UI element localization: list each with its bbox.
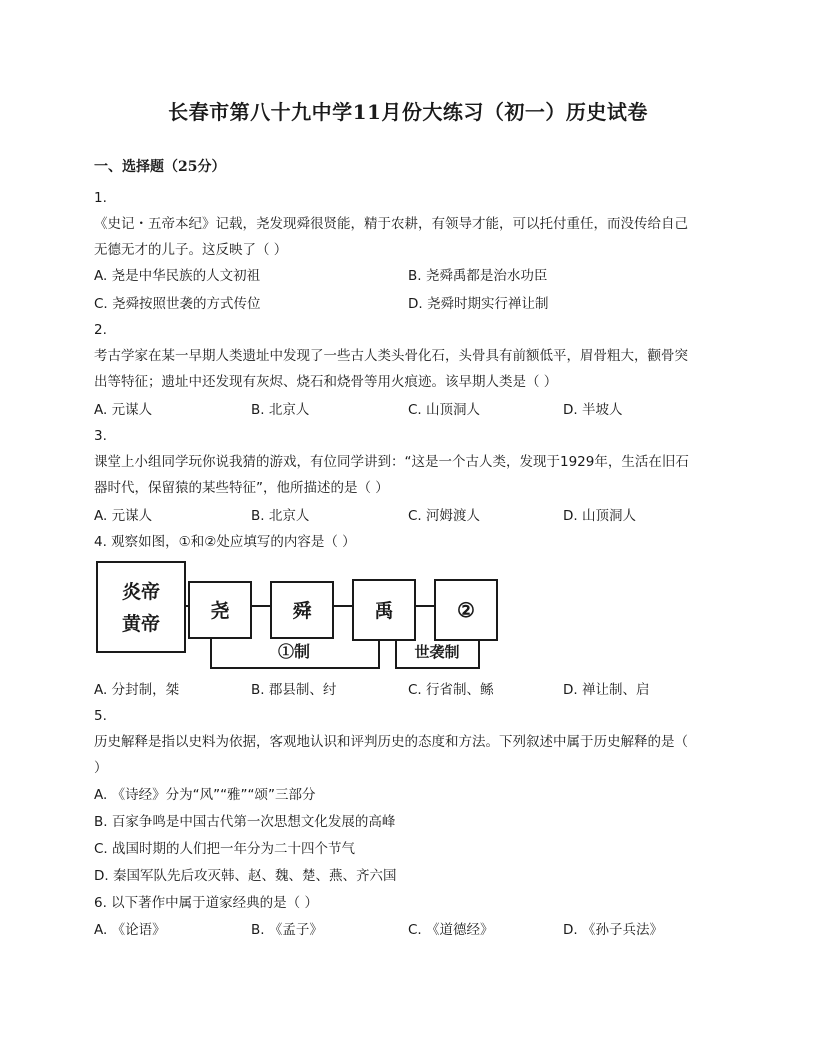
question-3-option-a: A. 元谋人: [94, 508, 153, 524]
question-4-option-b: B. 郡县制、纣: [251, 682, 337, 698]
diagram-box-yan-huang: [97, 562, 185, 652]
page-title: 长春市第八十九中学11月份大练习（初一）历史试卷: [168, 100, 648, 124]
question-1-option-d: D. 尧舜时期实行禅让制: [408, 296, 549, 312]
question-2-option-c: C. 山顶洞人: [408, 402, 481, 418]
question-1-option-b: B. 尧舜禹都是治水功臣: [408, 268, 548, 284]
section-heading: 一、选择题（25分）: [94, 159, 226, 175]
question-6-option-b: B. 《孟子》: [251, 922, 323, 938]
question-2-number: 2.: [94, 322, 107, 338]
diagram-box2-text: 尧: [210, 600, 230, 622]
diagram-bracket2-label: 世袭制: [414, 643, 460, 661]
question-5-option-c: C. 战国时期的人们把一年分为二十四个节气: [94, 841, 356, 857]
question-5-option-d: D. 秦国军队先后攻灭韩、赵、魏、楚、燕、齐六国: [94, 868, 397, 884]
question-2-option-d: D. 半坡人: [563, 402, 623, 418]
diagram-box1-line2: 黄帝: [121, 613, 161, 635]
diagram-bracket1-label: ①制: [277, 642, 311, 661]
question-6-option-c: C. 《道德经》: [408, 922, 494, 938]
question-6-option-a: A. 《论语》: [94, 922, 166, 938]
question-5-option-b: B. 百家争鸣是中国古代第一次思想文化发展的高峰: [94, 814, 396, 830]
diagram-box5-text: ②: [457, 598, 475, 622]
question-2-stem-line2: 出等特征；遗址中还发现有灰烬、烧石和烧骨等用火痕迹。该早期人类是（ ）: [94, 374, 558, 390]
question-3-stem-line2: 器时代，保留猿的某些特征”，他所描述的是（ ）: [94, 480, 389, 496]
question-5-stem-line2: ）: [94, 760, 108, 776]
question-1-option-a: A. 尧是中华民族的人文初祖: [94, 268, 261, 284]
question-6-option-d: D. 《孙子兵法》: [563, 922, 663, 938]
question-3-option-d: D. 山顶洞人: [563, 508, 636, 524]
question-4-stem: 4. 观察如图，①和②处应填写的内容是（ ）: [94, 534, 356, 550]
question-6-stem: 6. 以下著作中属于道家经典的是（ ）: [94, 895, 318, 911]
succession-diagram: [96, 560, 506, 675]
question-3-stem-line1: 课堂上小组同学玩你说我猜的游戏，有位同学讲到：“这是一个古人类，发现于1929年，生活在旧石: [94, 454, 689, 470]
question-2-option-a: A. 元谋人: [94, 402, 153, 418]
question-5-stem-line1: 历史解释是指以史料为依据，客观地认识和评判历史的态度和方法。下列叙述中属于历史解释的是（: [94, 734, 688, 750]
question-5-number: 5.: [94, 708, 107, 724]
diagram-box3-text: 舜: [292, 600, 312, 622]
question-3-number: 3.: [94, 428, 107, 444]
question-1-stem-line2: 无德无才的儿子。这反映了（ ）: [94, 242, 288, 258]
question-1-number: 1.: [94, 190, 107, 206]
diagram-box4-text: 禹: [374, 600, 394, 622]
question-4-option-d: D. 禅让制、启: [563, 682, 650, 698]
question-2-stem-line1: 考古学家在某一早期人类遗址中发现了一些古人类头骨化石，头骨具有前额低平，眉骨粗大，颧骨突: [94, 348, 688, 364]
question-3-option-c: C. 河姆渡人: [408, 508, 481, 524]
question-4-option-c: C. 行省制、鲧: [408, 682, 494, 698]
question-1-stem-line1: 《史记・五帝本纪》记载，尧发现舜很贤能，精于农耕，有领导才能，可以托付重任，而没传给自己: [94, 216, 688, 232]
question-3-option-b: B. 北京人: [251, 508, 310, 524]
diagram-box1-line1: 炎帝: [121, 581, 161, 603]
question-5-option-a: A. 《诗经》分为“风”“雅”“颂”三部分: [94, 787, 316, 803]
question-1-option-c: C. 尧舜按照世袭的方式传位: [94, 296, 261, 312]
question-2-option-b: B. 北京人: [251, 402, 310, 418]
question-4-option-a: A. 分封制，桀: [94, 682, 180, 698]
